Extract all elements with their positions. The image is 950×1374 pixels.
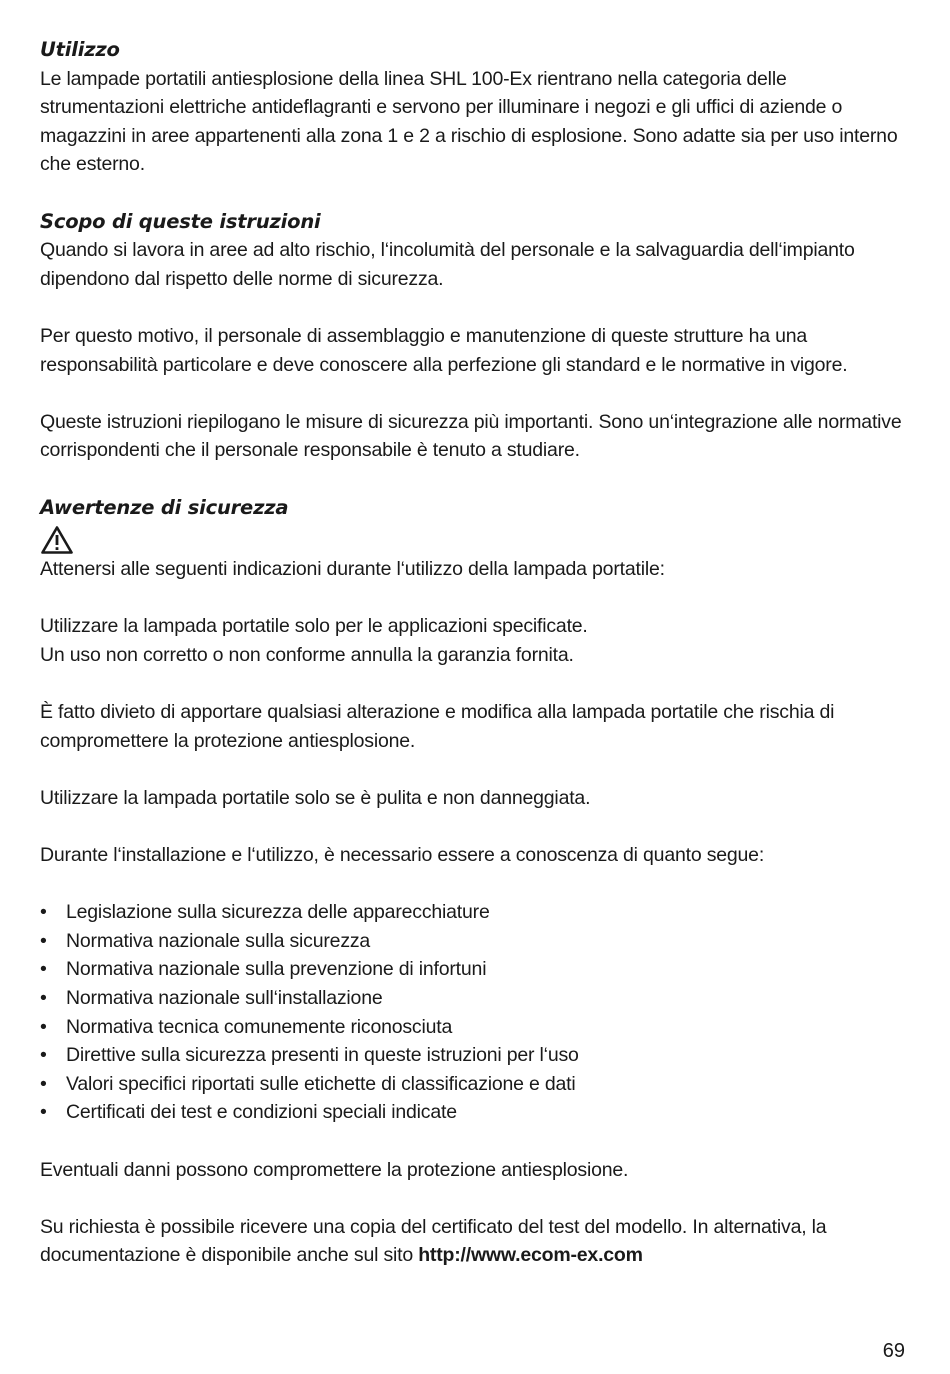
spacer (40, 1184, 915, 1213)
list-item (40, 1070, 915, 1099)
scopo-paragraph-2: Per questo motivo, il personale di assemblaggio e manutenzione di queste strutture ha una responsabilità particolare e deve conoscere alla perfezione gli standard e le normative in vigore. (40, 324, 848, 376)
utilizzo-paragraph: Le lampade portatili antiesplosione della linea SHL 100-Ex rientrano nella categoria delle strumentazioni elettriche antideflagranti e servono per illuminare i negozi e gli uffici di aziende o magazzini in aree appartenenti alla zona 1 e 2 a rischio di esplosione. Sono adatte sia per uso interno che esterno. (40, 67, 898, 176)
requirements-list (40, 898, 915, 1127)
list-item (40, 898, 915, 927)
bullet-icon: • (40, 958, 47, 981)
clean-paragraph: Utilizzare la lampada portatile solo se è pulita e non danneggiata. (40, 786, 591, 809)
website-link[interactable]: http://www.ecom-ex.com (418, 1244, 643, 1267)
scopo-paragraph-1: Quando si lavora in aree ad alto rischio, l‘incolumità del personale e la salvaguardia dell‘impianto dipendono dal rispetto delle norme di sicurezza. (40, 239, 855, 290)
list-item-text: Normativa tecnica comunemente riconosciuta (66, 1015, 453, 1038)
usage-line-1: Utilizzare la lampada portatile solo per le applicazioni specificate. (40, 615, 588, 638)
list-item (40, 955, 915, 984)
list-item-text: Certificati dei test e condizioni speciali indicate (66, 1101, 457, 1124)
page-number: 69 (882, 1340, 905, 1362)
bullet-icon: • (40, 901, 47, 924)
spacer (40, 465, 915, 494)
section-heading-scopo: Scopo di queste istruzioni (40, 209, 321, 233)
spacer (40, 584, 915, 613)
list-item (40, 1013, 915, 1042)
list-item (40, 1041, 915, 1070)
warning-triangle-icon (40, 525, 74, 555)
section-heading-utilizzo: Utilizzo (40, 38, 120, 61)
list-item-text: Valori specifici riportati sulle etichette di classificazione e dati (66, 1072, 576, 1095)
bullet-icon: • (40, 929, 47, 952)
damage-paragraph: Eventuali danni possono compromettere la protezione antiesplosione. (40, 1158, 629, 1181)
knowledge-intro: Durante l‘installazione e l‘utilizzo, è necessario essere a conoscenza di quanto segue: (40, 844, 765, 867)
section-heading-avvertenze: Awertenze di sicurezza (40, 495, 289, 519)
spacer (40, 293, 915, 322)
avvertenze-intro: Attenersi alle seguenti indicazioni durante l‘utilizzo della lampada portatile: (40, 558, 665, 581)
list-item-text: Normativa nazionale sull‘installazione (66, 987, 383, 1009)
bullet-icon: • (40, 987, 47, 1009)
list-item-text: Direttive sulla sicurezza presenti in queste istruzioni per l‘uso (66, 1044, 579, 1067)
spacer (40, 379, 915, 408)
spacer (40, 1127, 915, 1156)
bullet-icon: • (40, 1072, 47, 1095)
alteration-paragraph: È fatto divieto di apportare qualsiasi alterazione e modifica alla lampada portatile che rischia di compromettere la protezione antiesplosione. (40, 701, 835, 752)
spacer (40, 669, 915, 698)
list-item (40, 1098, 915, 1127)
list-item (40, 984, 915, 1013)
spacer (40, 179, 915, 208)
certificate-text: Su richiesta è possibile ricevere una copia del certificato del test del modello. In alternativa, la documentazione è disponibile anche sul sito (40, 1215, 827, 1267)
list-item (40, 927, 915, 956)
bullet-icon: • (40, 1044, 47, 1067)
spacer (40, 870, 915, 899)
bullet-icon: • (40, 1015, 47, 1038)
spacer (40, 755, 915, 784)
usage-line-2: Un uso non corretto o non conforme annulla la garanzia fornita. (40, 643, 574, 666)
certificate-paragraph (40, 1213, 915, 1270)
list-item-text: Legislazione sulla sicurezza delle apparecchiature (66, 901, 490, 924)
list-item-text: Normativa nazionale sulla prevenzione di infortuni (66, 958, 487, 981)
bullet-icon: • (40, 1101, 47, 1124)
scopo-paragraph-3: Queste istruzioni riepilogano le misure di sicurezza più importanti. Sono un‘integrazione alle normative corrispondenti che il personale responsabile è tenuto a studiare. (40, 410, 902, 462)
list-item-text: Normativa nazionale sulla sicurezza (66, 929, 371, 952)
spacer (40, 812, 915, 841)
document-page (40, 36, 915, 1270)
